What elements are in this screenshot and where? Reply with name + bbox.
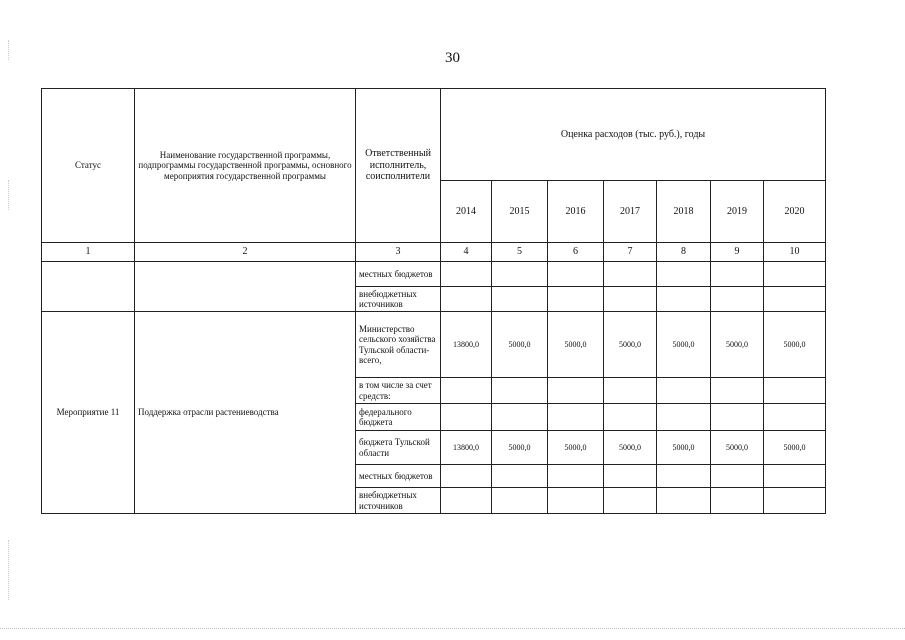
value-cell	[548, 465, 604, 488]
value-cell: 5000,0	[492, 431, 548, 465]
column-number: 5	[492, 243, 548, 262]
scan-mark	[8, 180, 9, 210]
value-cell	[492, 404, 548, 431]
scan-edge-line	[0, 628, 905, 629]
value-cell	[441, 488, 492, 514]
value-cell	[657, 488, 711, 514]
name-cell-empty	[135, 262, 356, 312]
value-cell: 13800,0	[441, 312, 492, 378]
value-cell	[604, 465, 657, 488]
value-cell: 5000,0	[492, 312, 548, 378]
value-cell	[764, 378, 826, 404]
header-estimate: Оценка расходов (тыс. руб.), годы	[441, 89, 826, 181]
source-label: Министерство сельского хозяйства Тульской области- всего,	[356, 312, 441, 378]
value-cell	[441, 287, 492, 312]
value-cell	[764, 262, 826, 287]
value-cell	[657, 404, 711, 431]
value-cell	[441, 404, 492, 431]
column-number: 7	[604, 243, 657, 262]
header-year: 2016	[548, 181, 604, 243]
column-number: 8	[657, 243, 711, 262]
value-cell: 5000,0	[657, 312, 711, 378]
value-cell: 5000,0	[604, 431, 657, 465]
source-label: местных бюджетов	[356, 262, 441, 287]
value-cell: 5000,0	[764, 431, 826, 465]
value-cell	[711, 378, 764, 404]
scan-mark	[8, 40, 9, 60]
header-year: 2015	[492, 181, 548, 243]
source-label: бюджета Тульской области	[356, 431, 441, 465]
value-cell	[604, 287, 657, 312]
page-number: 30	[445, 50, 460, 66]
source-label: внебюджетных источников	[356, 488, 441, 514]
column-number: 4	[441, 243, 492, 262]
activity-name: Поддержка отрасли растениеводства	[135, 312, 356, 514]
value-cell	[441, 465, 492, 488]
source-label: местных бюджетов	[356, 465, 441, 488]
value-cell	[441, 262, 492, 287]
scan-mark	[8, 540, 9, 600]
value-cell	[657, 287, 711, 312]
value-cell	[764, 465, 826, 488]
value-cell	[604, 404, 657, 431]
value-cell: 5000,0	[548, 312, 604, 378]
column-number: 9	[711, 243, 764, 262]
column-number: 6	[548, 243, 604, 262]
value-cell	[548, 404, 604, 431]
header-name: Наименование государственной программы, подпрограммы государственной программы, основного мероприятия государственной программы	[135, 89, 356, 243]
value-cell	[492, 287, 548, 312]
header-status: Статус	[42, 89, 135, 243]
header-year: 2018	[657, 181, 711, 243]
value-cell	[548, 378, 604, 404]
value-cell	[711, 262, 764, 287]
column-number: 1	[42, 243, 135, 262]
value-cell: 5000,0	[548, 431, 604, 465]
value-cell	[604, 262, 657, 287]
value-cell: 5000,0	[711, 431, 764, 465]
column-number: 10	[764, 243, 826, 262]
value-cell	[441, 378, 492, 404]
value-cell	[711, 488, 764, 514]
value-cell: 13800,0	[441, 431, 492, 465]
header-responsible: Ответственный исполнитель, соисполнители	[356, 89, 441, 243]
header-year: 2014	[441, 181, 492, 243]
value-cell	[711, 287, 764, 312]
value-cell	[764, 404, 826, 431]
status-cell-empty	[42, 262, 135, 312]
value-cell	[604, 378, 657, 404]
table-row	[42, 262, 826, 287]
expense-table	[41, 88, 826, 514]
header-year: 2020	[764, 181, 826, 243]
value-cell: 5000,0	[657, 431, 711, 465]
column-number: 2	[135, 243, 356, 262]
source-label: в том числе за счет средств:	[356, 378, 441, 404]
value-cell	[711, 465, 764, 488]
value-cell	[548, 488, 604, 514]
source-label: федерального бюджета	[356, 404, 441, 431]
header-year: 2019	[711, 181, 764, 243]
value-cell	[492, 378, 548, 404]
value-cell: 5000,0	[764, 312, 826, 378]
value-cell	[492, 465, 548, 488]
value-cell	[492, 488, 548, 514]
value-cell	[764, 488, 826, 514]
value-cell: 5000,0	[604, 312, 657, 378]
column-number: 3	[356, 243, 441, 262]
activity-status: Мероприятие 11	[42, 312, 135, 514]
value-cell	[711, 404, 764, 431]
value-cell	[764, 287, 826, 312]
value-cell	[604, 488, 657, 514]
value-cell	[657, 465, 711, 488]
source-label: внебюджетных источников	[356, 287, 441, 312]
value-cell	[548, 262, 604, 287]
value-cell: 5000,0	[711, 312, 764, 378]
value-cell	[657, 378, 711, 404]
header-year: 2017	[604, 181, 657, 243]
value-cell	[492, 262, 548, 287]
value-cell	[657, 262, 711, 287]
value-cell	[548, 287, 604, 312]
table-row	[42, 312, 826, 378]
